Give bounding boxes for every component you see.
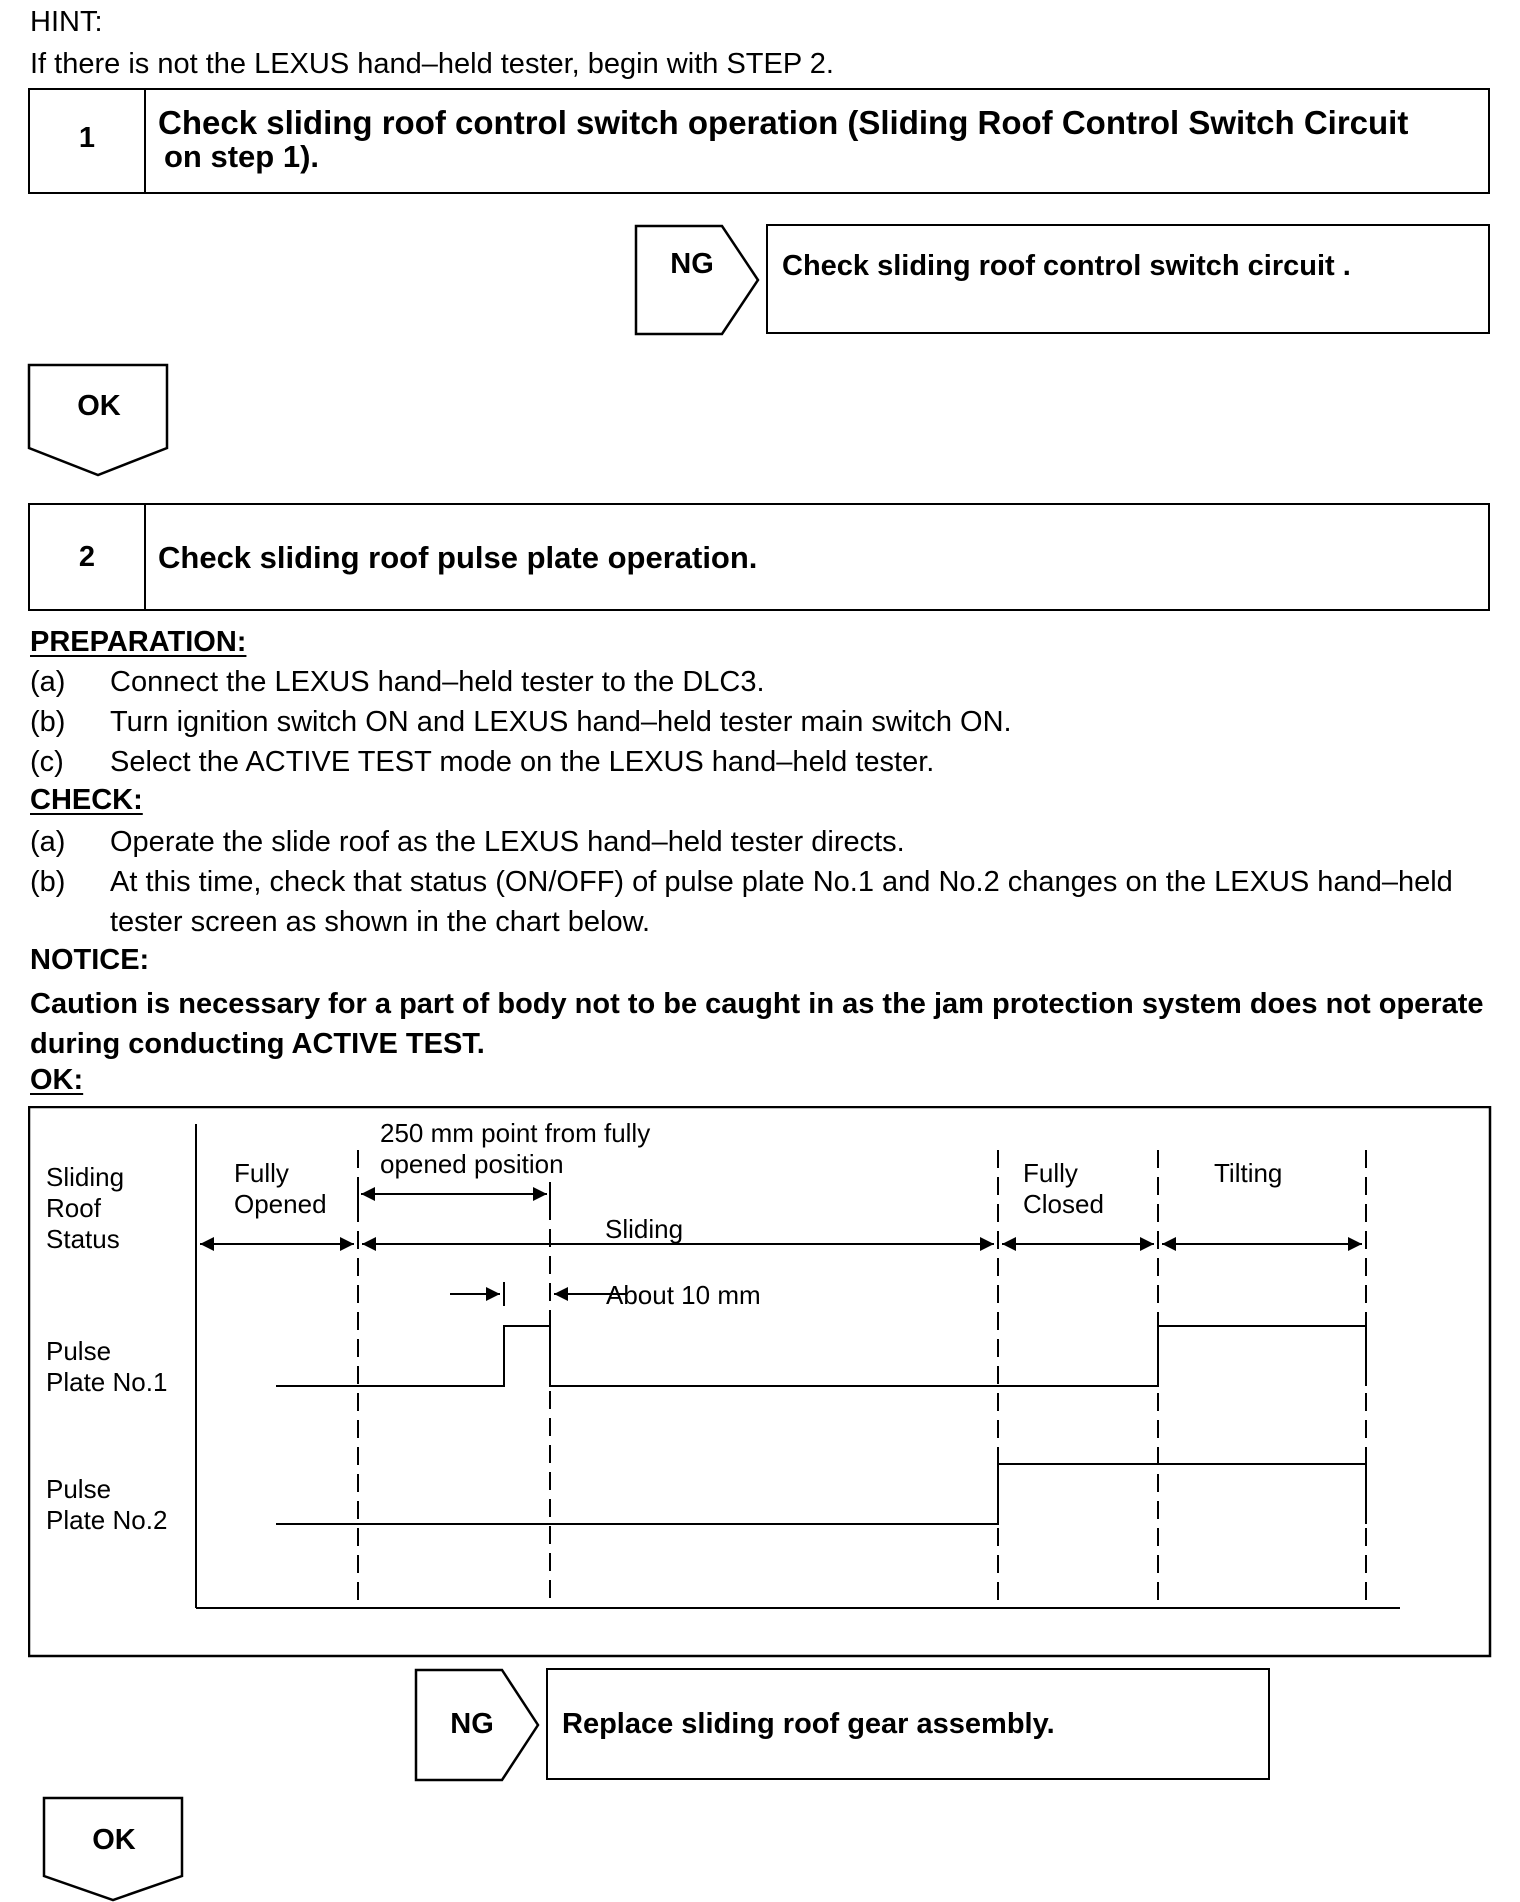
list-item-text: At this time, check that status (ON/OFF) of pulse plate No.1 and No.2 changes on the LEXUS hand–held tester screen as shown in the chart below. [110, 866, 1453, 938]
fully-closed-label-line1: Fully [1023, 1158, 1078, 1188]
status-label-line2: Roof [46, 1193, 101, 1223]
notice-heading: NOTICE: [30, 944, 150, 976]
fully-opened-label-line1: Fully [234, 1158, 289, 1188]
point-250-label-line1: 250 mm point from fully [380, 1118, 651, 1148]
check-heading: CHECK: [30, 784, 143, 816]
fully-closed-label-line2: Closed [1023, 1189, 1104, 1219]
list-item-text: Turn ignition switch ON and LEXUS hand–held tester main switch ON. [110, 706, 1012, 738]
step1-ok-label: OK [77, 390, 121, 422]
step1-ng-action-box [766, 224, 1490, 334]
about-10-label: About 10 mm [606, 1280, 761, 1310]
plate1-label-line1: Pulse [46, 1336, 112, 1366]
step2-title: Check sliding roof pulse plate operation. [158, 540, 758, 575]
step1-number: 1 [78, 122, 96, 154]
point-250-label-line2: opened position [380, 1149, 564, 1179]
list-item-label: (c) [30, 746, 64, 778]
tilting-label: Tilting [1214, 1158, 1283, 1188]
list-item-label: (b) [30, 706, 66, 738]
notice-text: Caution is necessary for a part of body not to be caught in as the jam protection system does not operate during conducting ACTIVE TEST. [30, 988, 1484, 1060]
plate2-label-line2: Plate No.2 [46, 1505, 168, 1535]
step2-header [28, 503, 1490, 611]
step2-number: 2 [78, 541, 96, 573]
preparation-heading: PREPARATION: [30, 626, 247, 658]
step1-header [28, 88, 1490, 194]
step2-ng-action: Replace sliding roof gear assembly. [562, 1708, 1055, 1740]
sliding-label: Sliding [605, 1214, 684, 1244]
list-item-text: Select the ACTIVE TEST mode on the LEXUS hand–held tester. [110, 746, 935, 778]
step2-ok-label: OK [92, 1824, 136, 1856]
step2-ng-label: NG [450, 1708, 494, 1740]
list-item [30, 864, 1510, 944]
list-item [30, 824, 1510, 864]
hint-text: If there is not the LEXUS hand–held tester, begin with STEP 2. [30, 48, 834, 80]
list-item-label: (a) [30, 666, 66, 698]
fully-opened-label-line2: Opened [234, 1189, 327, 1219]
step1-divider [144, 90, 146, 192]
step2-ng-action-box [546, 1668, 1270, 1780]
step1-ng-label: NG [670, 248, 714, 280]
status-label-line1: Sliding [46, 1162, 125, 1192]
status-label-line3: Status [46, 1224, 120, 1254]
step1-ng-action: Check sliding roof control switch circuit . [782, 250, 1351, 282]
list-item-label: (b) [30, 866, 66, 898]
list-item-text: Connect the LEXUS hand–held tester to the DLC3. [110, 666, 765, 698]
step1-title-line1: Check sliding roof control switch operation (Sliding Roof Control Switch Circuit [158, 104, 1409, 141]
list-item-text: Operate the slide roof as the LEXUS hand–held tester directs. [110, 826, 905, 858]
plate1-label-line2: Plate No.1 [46, 1367, 168, 1397]
ok-heading: OK: [30, 1064, 84, 1096]
pulse-timing-diagram [28, 1106, 1492, 1658]
plate2-label-line1: Pulse [46, 1474, 112, 1504]
hint-label: HINT: [30, 6, 103, 38]
list-item [30, 704, 1510, 744]
step1-title-line2: on step 1). [164, 139, 320, 174]
list-item [30, 664, 1510, 704]
step2-divider [144, 505, 146, 609]
list-item [30, 744, 1510, 784]
list-item-label: (a) [30, 826, 66, 858]
